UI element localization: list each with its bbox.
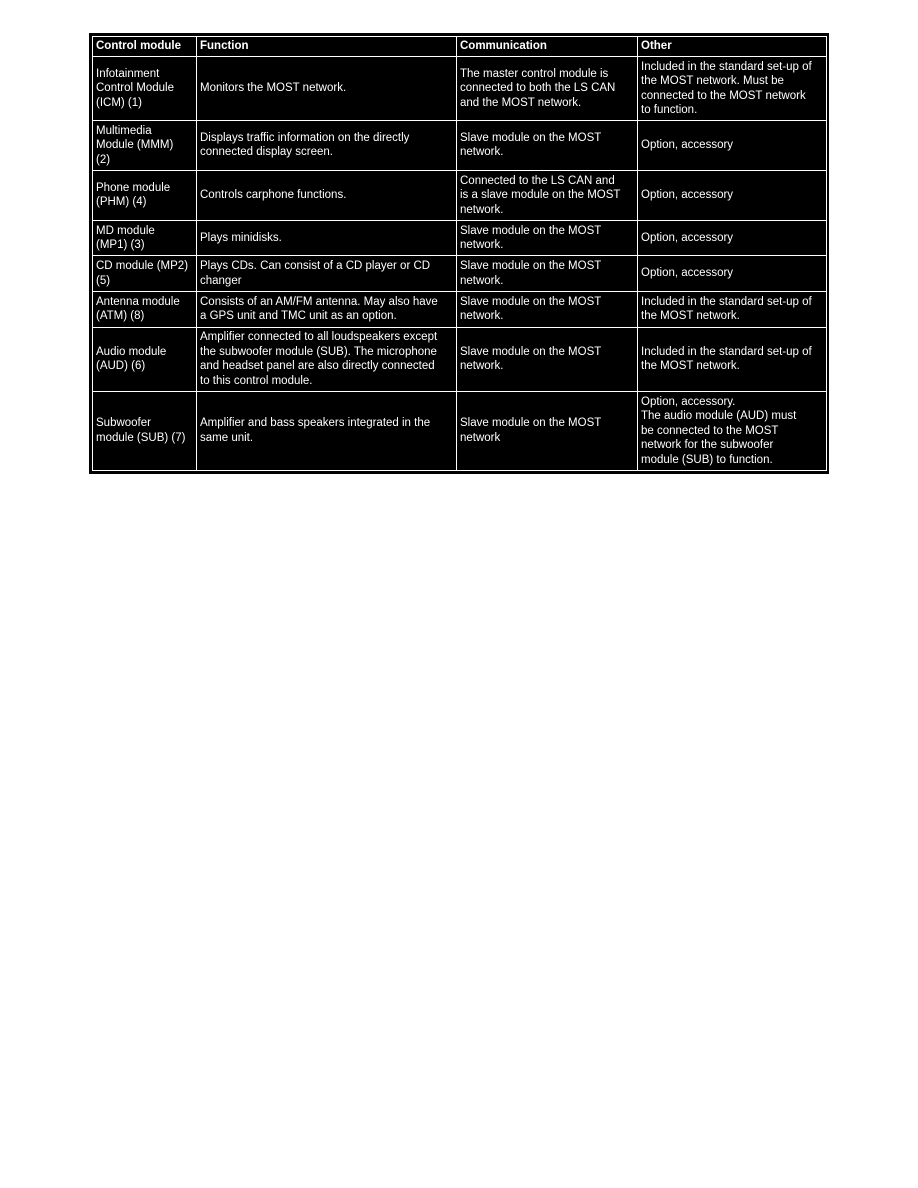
- cell-communication: [457, 391, 638, 470]
- cell-module: [93, 291, 197, 327]
- header-other: Other: [638, 37, 827, 57]
- header-communication: Communication: [457, 37, 638, 57]
- cell-text: Audio module (AUD) (6): [96, 345, 167, 373]
- cell-text: Slave module on the MOST network.: [460, 260, 602, 287]
- cell-text: Amplifier connected to all loudspeakers except the subwoofer module (SUB). The microphone and headset panel are also directly connected to this control module.: [200, 331, 438, 387]
- cell-other: [638, 391, 827, 470]
- cell-text: Option, accessory: [641, 231, 734, 244]
- cell-communication: [457, 220, 638, 256]
- cell-text: CD module (MP2) (5): [96, 260, 189, 287]
- cell-text: Consists of an AM/FM antenna. May also have a GPS unit and TMC unit as an option.: [200, 295, 438, 323]
- cell-module: [93, 121, 197, 171]
- cell-text: Amplifier and bass speakers integrated in the same unit.: [200, 417, 431, 444]
- cell-function: [197, 57, 457, 121]
- cell-module: [93, 256, 197, 292]
- cell-communication: [457, 291, 638, 327]
- cell-text: Option, accessory: [641, 139, 734, 152]
- table-row: [93, 121, 827, 171]
- cell-function: [197, 121, 457, 171]
- cell-text: Phone module (PHM) (4): [96, 181, 171, 209]
- table-row: [93, 220, 827, 256]
- table-row: [93, 391, 827, 470]
- cell-text: Slave module on the MOST network.: [460, 131, 602, 159]
- cell-text: The master control module is connected to both the LS CAN and the MOST network.: [460, 67, 616, 109]
- cell-module: [93, 170, 197, 220]
- cell-communication: [457, 170, 638, 220]
- cell-text: Plays CDs. Can consist of a CD player or CD changer: [200, 260, 431, 287]
- cell-text: MD module (MP1) (3): [96, 224, 155, 252]
- cell-module: [93, 327, 197, 391]
- cell-communication: [457, 57, 638, 121]
- cell-text: Option, accessory: [641, 267, 734, 280]
- cell-text: Included in the standard set-up of the MOST network. Must be connected to the MOST network to function.: [641, 60, 812, 117]
- cell-function: [197, 327, 457, 391]
- cell-text: Infotainment Control Module (ICM) (1): [96, 67, 174, 109]
- cell-function: [197, 291, 457, 327]
- cell-text: Controls carphone functions.: [200, 189, 347, 202]
- table-row: [93, 57, 827, 121]
- cell-text: Slave module on the MOST network.: [460, 295, 602, 323]
- cell-communication: [457, 327, 638, 391]
- cell-text: Connected to the LS CAN and is a slave module on the MOST network.: [460, 174, 621, 216]
- cell-text: Subwoofer module (SUB) (7): [96, 417, 186, 444]
- cell-other: [638, 291, 827, 327]
- cell-text: Multimedia Module (MMM) (2): [96, 124, 174, 166]
- cell-text: Plays minidisks.: [200, 231, 282, 244]
- cell-text: Slave module on the MOST network.: [460, 345, 602, 373]
- cell-text: Option, accessory. The audio module (AUD) must be connected to the MOST network for the subwoofer module (SUB) to function.: [641, 395, 797, 466]
- cell-text: Included in the standard set-up of the MOST network.: [641, 295, 812, 323]
- cell-module: [93, 391, 197, 470]
- header-control-module: Control module: [93, 37, 197, 57]
- control-module-table: [92, 36, 827, 471]
- table-header-row: [93, 37, 827, 57]
- control-module-table-frame: [89, 33, 829, 474]
- cell-communication: [457, 121, 638, 171]
- cell-communication: [457, 256, 638, 292]
- cell-other: [638, 57, 827, 121]
- cell-function: [197, 256, 457, 292]
- cell-text: Slave module on the MOST network.: [460, 224, 602, 252]
- cell-other: [638, 327, 827, 391]
- cell-module: [93, 220, 197, 256]
- header-function: Function: [197, 37, 457, 57]
- table-row: [93, 291, 827, 327]
- cell-other: [638, 220, 827, 256]
- table-row: [93, 256, 827, 292]
- cell-module: [93, 57, 197, 121]
- table-row: [93, 327, 827, 391]
- cell-function: [197, 391, 457, 470]
- cell-function: [197, 220, 457, 256]
- cell-text: Monitors the MOST network.: [200, 82, 347, 95]
- cell-other: [638, 256, 827, 292]
- cell-text: Antenna module (ATM) (8): [96, 295, 180, 323]
- cell-other: [638, 121, 827, 171]
- cell-text: Included in the standard set-up of the MOST network.: [641, 345, 812, 373]
- cell-text: Slave module on the MOST network: [460, 417, 602, 444]
- cell-other: [638, 170, 827, 220]
- cell-text: Displays traffic information on the directly connected display screen.: [200, 131, 410, 159]
- table-row: [93, 170, 827, 220]
- cell-function: [197, 170, 457, 220]
- cell-text: Option, accessory: [641, 189, 734, 202]
